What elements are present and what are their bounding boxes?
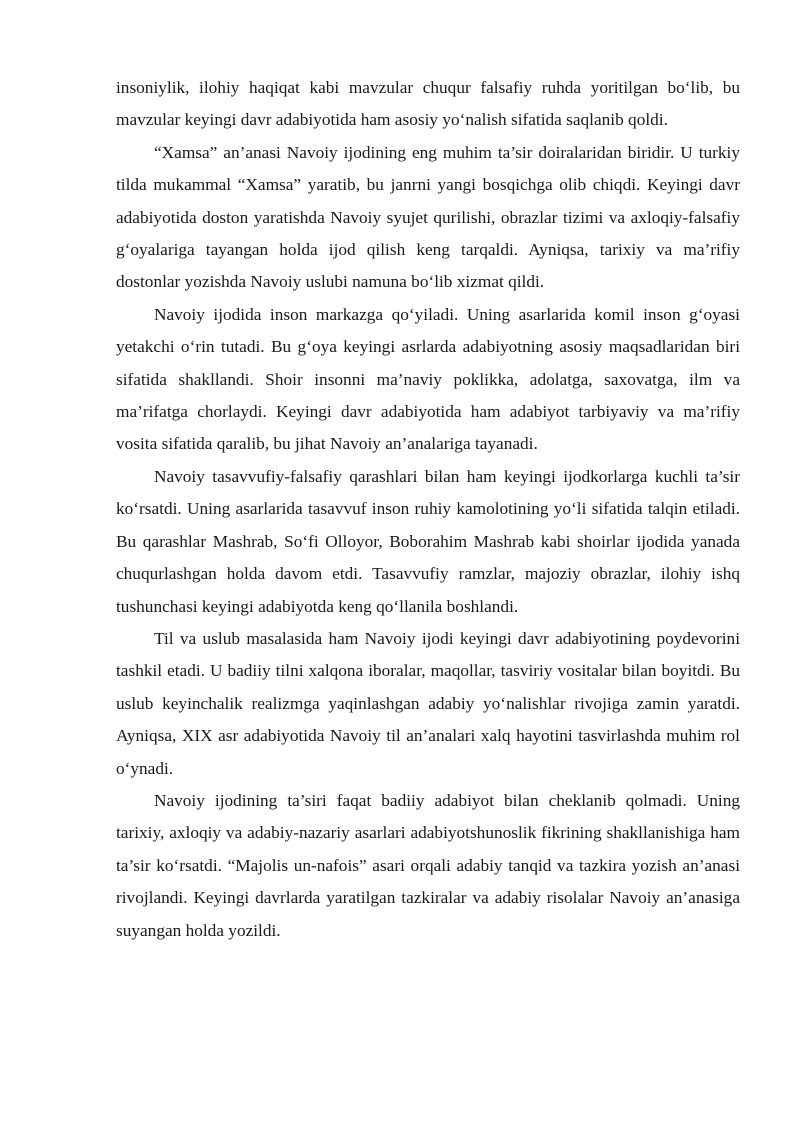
document-page xyxy=(116,72,740,947)
paragraph-2: “Xamsa” an’anasi Navoiy ijodining eng muhim ta’sir doiralaridan biridir. U turkiy tilda mukammal “Xamsa” yaratib, bu janrni yangi bosqichga olib chiqdi. Keyingi davr adabiyotida doston yaratishda Navoiy syujet qurilishi, obrazlar tizimi va axloqiy-falsafiy g‘oyalariga tayangan holda ijod qilish keng tarqaldi. Ayniqsa, tarixiy va ma’rifiy dostonlar yozishda Navoiy uslubi namuna bo‘lib xizmat qildi. xyxy=(116,142,740,292)
paragraph-1: insoniylik, ilohiy haqiqat kabi mavzular chuqur falsafiy ruhda yoritilgan bo‘lib, bu mavzular keyingi davr adabiyotida ham asosiy yo‘nalish sifatida saqlanib qoldi. xyxy=(116,78,740,130)
paragraph-4: Navoiy tasavvufiy-falsafiy qarashlari bilan ham keyingi ijodkorlarga kuchli ta’sir ko‘rsatdi. Uning asarlarida tasavvuf inson ruhiy kamolotining yo‘li sifatida talqin etiladi. Bu qarashlar Mashrab, So‘fi Olloyor, Boborahim Mashrab kabi shoirlar ijodida yanada chuqurlashgan holda davom etdi. Tasavvufiy ramzlar, majoziy obrazlar, ilohiy ishq tushunchasi keyingi adabiyotda keng qo‘llanila boshlandi. xyxy=(116,466,740,616)
paragraph-6: Navoiy ijodining ta’siri faqat badiiy adabiyot bilan cheklanib qolmadi. Uning tarixiy, axloqiy va adabiy-nazariy asarlari adabiyotshunoslik fikrining shakllanishiga ham ta’sir ko‘rsatdi. “Majolis un-nafois” asari orqali adabiy tanqid va tazkira yozish an’anasi rivojlandi. Keyingi davrlarda yaratilgan tazkiralar va adabiy risolalar Navoiy an’anasiga suyangan holda yozildi. xyxy=(116,790,740,940)
paragraph-3: Navoiy ijodida inson markazga qo‘yiladi. Uning asarlarida komil inson g‘oyasi yetakchi o‘rin tutadi. Bu g‘oya keyingi asrlarda adabiyotning asosiy maqsadlaridan biri sifatida shakllandi. Shoir insonni ma’naviy poklikka, adolatga, saxovatga, ilm va ma’rifatga chorlaydi. Keyingi davr adabiyotida ham adabiyot tarbiyaviy va ma’rifiy vosita sifatida qaralib, bu jihat Navoiy an’analariga tayanadi. xyxy=(116,304,740,454)
paragraph-5: Til va uslub masalasida ham Navoiy ijodi keyingi davr adabiyotining poydevorini tashkil etadi. U badiiy tilni xalqona iboralar, maqollar, tasviriy vositalar bilan boyitdi. Bu uslub keyinchalik realizmga yaqinlashgan adabiy yo‘nalishlar rivojiga zamin yaratdi. Ayniqsa, XIX asr adabiyotida Navoiy til an’analari xalq hayotini tasvirlashda muhim rol o‘ynadi. xyxy=(116,628,740,778)
